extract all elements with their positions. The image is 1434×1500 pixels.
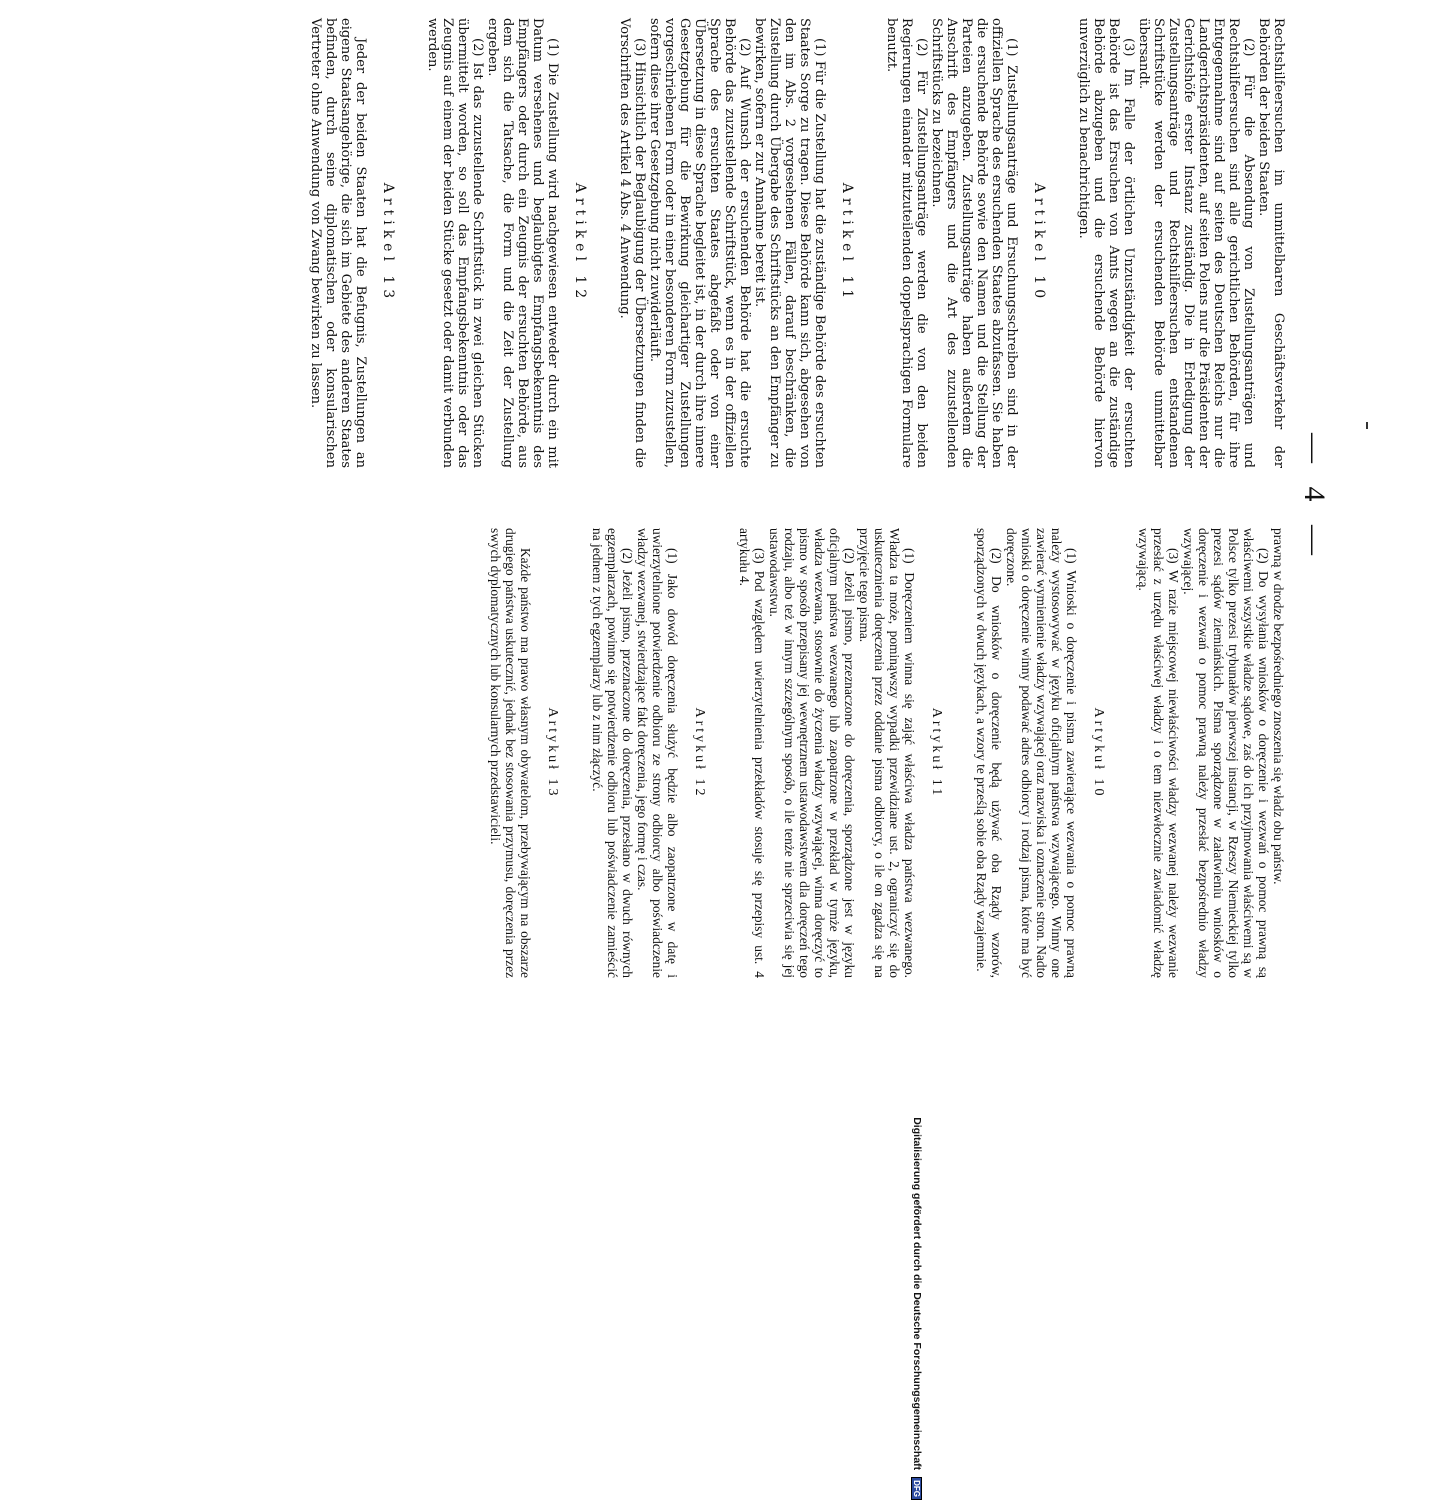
paragraph: (2) Do wysyłania wniosków o doręczenie i wezwań o pomoc prawną są właściwemi wszystkie władze sądowe, zaś do ich przyjmowania właściwemi są w Polsce tylko prezesi trybunałów pierwszej instancji, w Rzeszy Niemieckiej tylko prezesi sądów ziemiańskich. Pisma sporządzone w załatwieniu wniosków o doręczenie i wezwań o pomoc prawną należy przesłać bezpośrednio władzy wzywającej. xyxy=(1181,528,1271,978)
paragraph: (2) Für die Absendung von Zustellungsanträgen und Rechtshilfeersuchen sind alle gerichtlichen Behörden, für ihre Entgegennahme sind auf seiten des Deutschen Reichs nur die Landgerichtspräsidenten, auf seiten Polens nur die Präsidenten der Gerichtshöfe erster Instanz zuständig. Die in Erledigung der Zustellungsanträge und Rechtshilfeersuchen entstandenen Schriftstücke werden der ersuchenden Behörde unmittelbar übersandt. xyxy=(1136,18,1256,468)
article-heading-13-de: Artikel 13 xyxy=(380,182,396,304)
polish-article-12 xyxy=(590,528,680,978)
german-column xyxy=(303,18,1286,468)
german-article-12 xyxy=(425,18,560,468)
paragraph: (3) Im Falle der örtlichen Unzuständigkeit der ersuchten Behörde ist das Ersuchen von Amts wegen an die zuständige Behörde abzugeben und die ersuchende Behörde hiervon unverzüglich zu benachrichtigen. xyxy=(1076,18,1136,468)
paragraph: (2) Jeżeli pismo, przeznaczone do doręczenia, sporządzone jest w języku oficjalnym państwa wezwanego lub zaopatrzone w przekład w tymże języku, władza wezwana, stosownie do życzenia władzy wzywającej, winna doręczyć to pismo w sposób przepisany jej wewnętrznem ustawodawstwem dla doręczeń tego rodzaju, albo też w innym szczególnym sposób, o ile tenże nie sprzeciwia się jej ustawodawstwu. xyxy=(767,528,857,978)
paragraph: prawną w drodze bezpośredniego znoszenia się władz obu państw. xyxy=(1271,528,1286,885)
digitization-credit xyxy=(909,500,923,1500)
german-article-11 xyxy=(617,18,827,468)
paragraph: (1) Die Zustellung wird nachgewiesen entweder durch ein mit Datum versehenes und beglaubigtes Empfangsbekenntnis des Empfängers oder durch ein Zeugnis der ersuchten Behörde, aus dem sich die Tatsache, die Form und die Zeit der Zustellung ergeben. xyxy=(485,18,560,468)
paragraph: (1) Jako dowód doręczenia służyć będzie albo zaopatrzone w datę i uwierzytelnione potwierdzenie odbioru ze strony odbiorcy albo poświadczenie władzy wezwanej, stwierdzające fakt doręczenia, jego formę i czas. xyxy=(635,528,680,978)
paragraph: (2) Ist das zuzustellende Schriftstück in zwei gleichen Stücken übermittelt worden, so soll das Empfangsbekenntnis oder das Zeugnis auf einem der beiden Stücke gesetzt oder damit verbunden werden. xyxy=(425,18,485,468)
credit-line xyxy=(911,500,923,1500)
paragraph: (1) Doręczeniem winna się zająć właściwa władza państwa wezwanego. Władza ta może, pominąwszy wypadki przewidziane ust. 2, ograniczyć się do uskutecznienia doręczenia przez oddanie pisma odbiorcy, o ile on zgadza się na przyjęcie tego pisma. xyxy=(857,528,917,978)
paragraph: Jeder der beiden Staaten hat die Befugnis, Zustellungen an eigene Staatsangehörige, die sich im Gebiete des anderen Staates befinden, durch seine diplomatischen oder konsularischen Vertreter ohne Anwendung von Zwang bewirken zu lassen. xyxy=(308,18,368,468)
article-heading-10-pl: Artykuł 10 xyxy=(1091,707,1106,799)
dfg-logo-icon: DFG xyxy=(911,1477,922,1500)
article-heading-12-de: Artikel 12 xyxy=(572,182,588,304)
paragraph: (1) Für die Zustellung hat die zuständige Behörde des ersuchten Staates Sorge zu tragen. Diese Behörde kann sich, abgesehen von den im Abs. 2 vorgesehenen Fällen, darauf beschränken, die Zustellung durch Übergabe des Schriftstücks an den Empfänger zu bewirken, sofern er zur Annahme bereit ist. xyxy=(752,18,827,468)
article-heading-12-pl: Artykuł 12 xyxy=(692,707,707,799)
polish-column xyxy=(483,528,1286,978)
scan-mark xyxy=(1366,422,1368,429)
paragraph: (2) Jeżeli pismo, przeznaczone do doręczenia, przesłano w dwuch równych egzemplarzach, powinno się potwierdzenie odbioru lub poświadczenie zamieścić na jednem z tych egzemplarzy lub z nim złączyć. xyxy=(590,528,635,978)
paragraph: (2) Auf Wunsch der ersuchenden Behörde hat die ersuchte Behörde das zuzustellende Schriftstück, wenn es in der offiziellen Sprache des ersuchten Staates abgefaßt oder von einer Übersetzung in diese Sprache begleitet ist, in der durch ihre innere Gesetzgebung für die Bewirkung gleichartiger Zustellungen vorgeschriebenen Form oder in einer besonderen Form zuzustellen, sofern diese ihrer Gesetzgebung nicht zuwiderläuft. xyxy=(647,18,752,468)
german-article-13 xyxy=(308,18,368,468)
polish-article-13 xyxy=(488,528,533,978)
polish-intro xyxy=(1136,528,1286,978)
polish-article-11 xyxy=(737,528,917,978)
german-article-10 xyxy=(884,18,1019,468)
paragraph: (2) Für Zustellungsanträge werden die von den beiden Regierungen einander mitzuteilenden doppelsprachigen Formulare benutzt. xyxy=(884,18,929,468)
article-heading-13-pl: Artykuł 13 xyxy=(545,707,560,799)
page-number: — 4 — xyxy=(1298,433,1331,563)
document-page xyxy=(4,8,1334,988)
article-heading-11-de: Artikel 11 xyxy=(839,182,855,304)
paragraph: (1) Wnioski o doręczenie i pisma zawierające wezwania o pomoc prawną należy wystosowywać w języku oficjalnym państwa wzywającego. Winny one zawierać wymienienie władzy wzywającej oraz nazwiska i oznaczenie stron. Nadto wnioski o doręczenie winny podawać adres odbiorcy i rodzaj pisma, które ma być doręczone. xyxy=(1004,528,1079,978)
german-intro xyxy=(1076,18,1286,468)
credit-text: Digitalisierung gefördert durch die Deutsche Forschungsgemeinschaft xyxy=(911,1117,923,1471)
paragraph: (3) Pod względem uwierzytelnienia przekładów stosuje się przepisy ust. 4 artykułu 4. xyxy=(737,528,767,978)
paragraph: Rechtshilfeersuchen im unmittelbaren Geschäftsverkehr der Behörden der beiden Staaten. xyxy=(1256,18,1286,468)
paragraph: (3) Hinsichtlich der Beglaubigung der Übersetzungen finden die Vorschriften des Artikel 4 Abs. 4 Anwendung. xyxy=(617,18,647,468)
paragraph: (1) Zustellungsanträge und Ersuchungsschreiben sind in der offiziellen Sprache des ersuchenden Staates abzufassen. Sie haben die ersuchende Behörde sowie den Namen und die Stellung der Parteien anzugeben. Zustellungsanträge haben außerdem die Anschrift des Empfängers und die Art des zuzustellenden Schriftstücks zu bezeichnen. xyxy=(929,18,1019,468)
polish-article-10 xyxy=(974,528,1079,978)
paragraph: (2) Do wniosków o doręczenie będą używać oba Rządy wzorów, sporządzonych w dwuch językach, a wzory te prześlą sobie oba Rządy wzajemnie. xyxy=(974,528,1004,978)
article-heading-11-pl: Artykuł 11 xyxy=(929,707,944,799)
paragraph: (3) W razie miejscowej niewłaściwości władzy wezwanej należy wezwanie przesłać z urzędu właściwej władzy i o tem niezwłocznie zawiadomić władzę wzywającą. xyxy=(1136,528,1181,978)
paragraph: Każde państwo ma prawo własnym obywatelom, przebywającym na obszarze drugiego państwa uskutecznić, jednak bez stosowania przymusu, doręczenia przez swych dyplomatycznych lub konsularnych przedstawicieli. xyxy=(488,528,533,978)
article-heading-10-de: Artikel 10 xyxy=(1031,182,1047,304)
